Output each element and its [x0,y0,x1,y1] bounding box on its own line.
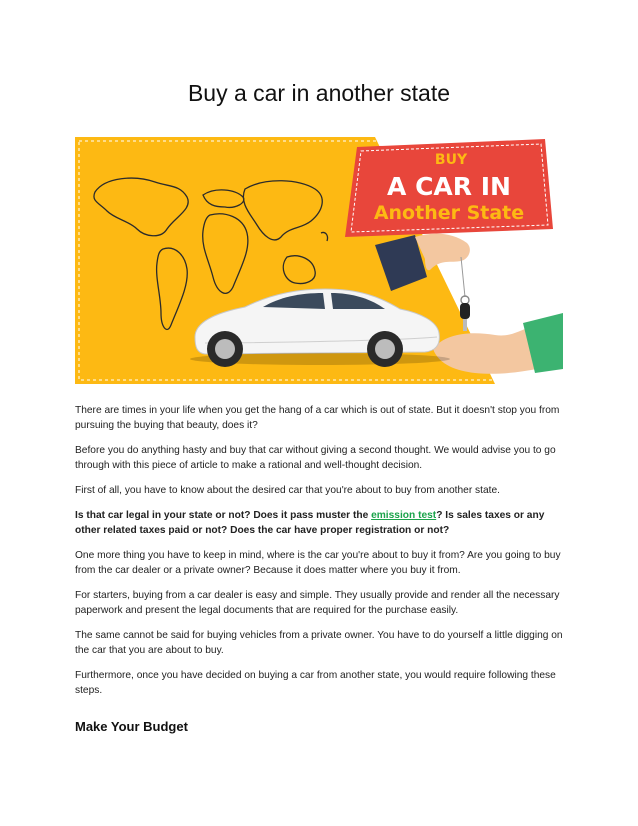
paragraph-questions [75,508,565,538]
paragraph-6: For starters, buying from a car dealer is easy and simple. They usually provide and render all the necessary paperwork and present the legal documents that are required for the purchase easily. [75,590,560,616]
banner-line-a-car-in: A CAR IN [387,172,511,201]
hero-illustration [75,137,563,384]
section-heading-budget: Make Your Budget [75,719,188,734]
paragraph-1: There are times in your life when you get the hang of a car which is out of state. But it doesn't stop you from pursuing the buying that beauty, does it? [75,405,560,431]
paragraph-3: First of all, you have to know about the desired car that you're about to buy from another state. [75,485,500,496]
title-banner [345,139,553,237]
emission-test-link[interactable]: emission test [371,510,437,521]
banner-line-buy: BUY [434,152,468,168]
paragraph-8: Furthermore, once you have decided on buying a car from another state, you would require following these steps. [75,670,556,696]
page-title: Buy a car in another state [187,80,451,106]
banner-line-another-state: Another State [373,202,525,224]
paragraph-5: One more thing you have to keep in mind, where is the car you're about to buy it from? Are you going to buy from the car dealer or a private owner? Because it does matter where you buy it from. [75,550,561,576]
paragraph-7: The same cannot be said for buying vehicles from a private owner. You have to do yourself a little digging on the car that you are about to buy. [75,630,563,656]
question-text-end: ? Is sales taxes or any other related taxes paid or not? Does the car have proper registration or not? [75,510,545,536]
paragraph-2: Before you do anything hasty and buy that car without giving a second thought. We would advise you to go through with this piece of article to make a rational and well-thought decision. [75,445,556,471]
hero-image [75,137,563,384]
article-body [75,403,565,708]
question-text-start: Is that car legal in your state or not? Does it pass muster the [75,510,372,521]
